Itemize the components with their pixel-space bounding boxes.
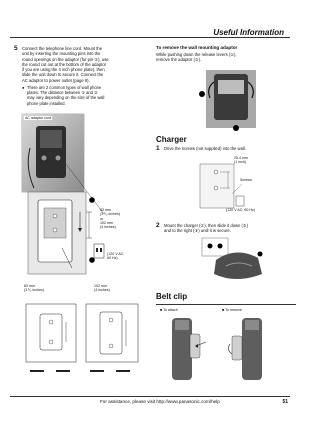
step-5-line: round openings on the adaptor (for pin ②), use — [22, 56, 109, 62]
step-5-line: unit by inserting the mounting pins into the — [22, 51, 101, 57]
mount-charger-illustration — [196, 236, 270, 286]
page-header-title: Useful Information — [213, 28, 284, 37]
step-5-line: Connect the telephone line cord. Mount the — [22, 46, 103, 51]
attach-label: ■ To attach — [160, 308, 178, 312]
note-line: plates. The distance between ① and ② — [27, 90, 98, 96]
charger-power-label: (120 V AC, 60 Hz) — [226, 208, 255, 212]
step-5-line: slide the unit down to secure it. Connect the — [22, 72, 104, 78]
footer-rule — [10, 396, 290, 397]
note-line: There are 2 common types of wall phone — [27, 85, 102, 90]
screw-spacing-label — [234, 156, 248, 165]
remove-adaptor-heading: To remove the wall mounting adaptor — [156, 45, 238, 50]
bottom-dim-a-mm: 83 mm — [24, 284, 35, 288]
remove-adaptor-figure — [196, 68, 268, 132]
wall-mount-illustration — [22, 108, 150, 386]
dimension-label — [100, 208, 150, 229]
remove-clip-label: ■ To remove — [222, 308, 242, 312]
dim-or: or — [100, 216, 104, 221]
wall-mount-figure — [22, 108, 150, 386]
power-frequency: 60 Hz) — [107, 256, 118, 261]
belt-clip-heading: Belt clip — [156, 292, 188, 301]
screws-illustration — [190, 154, 270, 214]
belt-clip-rule — [156, 304, 296, 305]
remove-line: While pushing down the release levers (①), — [156, 52, 237, 57]
screws-figure — [190, 154, 270, 214]
remove-line: remove the adaptor (②). — [156, 57, 202, 63]
bottom-dim-b-mm: 102 mm — [94, 284, 107, 288]
remove-adaptor-text — [156, 52, 291, 63]
bottom-dim-b — [94, 284, 110, 293]
charger-step-2-text — [164, 223, 296, 234]
step-2-line: Mount the charger (①), then slide it down (②) — [164, 223, 249, 228]
step-5-line: AC adaptor to power outlet (page 9). — [22, 77, 90, 83]
remove-clip-illustration — [224, 314, 280, 384]
step-5-number: 5 — [14, 45, 18, 52]
charger-heading: Charger — [156, 135, 187, 144]
screws-label: Screws — [240, 178, 252, 182]
dim-a-in: (3 ¹⁄₄ inches) — [100, 212, 121, 217]
note-line: phone plate installed. — [27, 100, 66, 106]
remove-clip-figure — [224, 314, 280, 384]
dim-b-in: (4 inches) — [100, 225, 116, 230]
note-line: may vary depending on the size of the wall — [27, 95, 105, 101]
step-5-line: if you are using the 4 inch phone plate), then — [22, 67, 105, 73]
charger-step-2-number: 2 — [156, 222, 160, 229]
page-number: 51 — [282, 399, 288, 405]
dim-a-mm: 83 mm — [100, 208, 111, 212]
screw-dim-in: (1 inch) — [234, 160, 246, 165]
charger-step-1-text: Drive the screws (not supplied) into the wall. — [164, 146, 246, 151]
bullet-icon: ● — [22, 85, 25, 90]
attach-clip-illustration — [162, 314, 218, 384]
step-2-line: and to the right (③) until it is secure. — [164, 228, 231, 234]
wall-plate-note — [22, 85, 147, 106]
dim-b-mm: 102 mm — [100, 220, 113, 225]
header-rule — [10, 37, 290, 38]
footer-assistance: For assistance, please visit http://www.panasonic.com/help — [100, 399, 220, 404]
mount-charger-figure — [196, 236, 270, 286]
bottom-dim-b-in: (4 inches) — [94, 288, 110, 293]
power-label — [107, 252, 149, 261]
attach-clip-figure — [162, 314, 218, 384]
bottom-dim-a — [24, 284, 44, 293]
remove-adaptor-illustration — [196, 68, 268, 132]
charger-step-1-number: 1 — [156, 145, 160, 152]
step-5-line: the round cut out at the bottom of the adaptor — [22, 61, 107, 67]
bottom-dim-a-in: (3 ¹⁄₄ inches) — [24, 288, 45, 293]
step-5-text — [22, 46, 147, 83]
ac-adaptor-cord-label: AC adaptor cord — [25, 116, 52, 120]
screw-dim-mm: 25.4 mm — [234, 156, 248, 160]
power-voltage: (120 V AC, — [107, 252, 125, 256]
